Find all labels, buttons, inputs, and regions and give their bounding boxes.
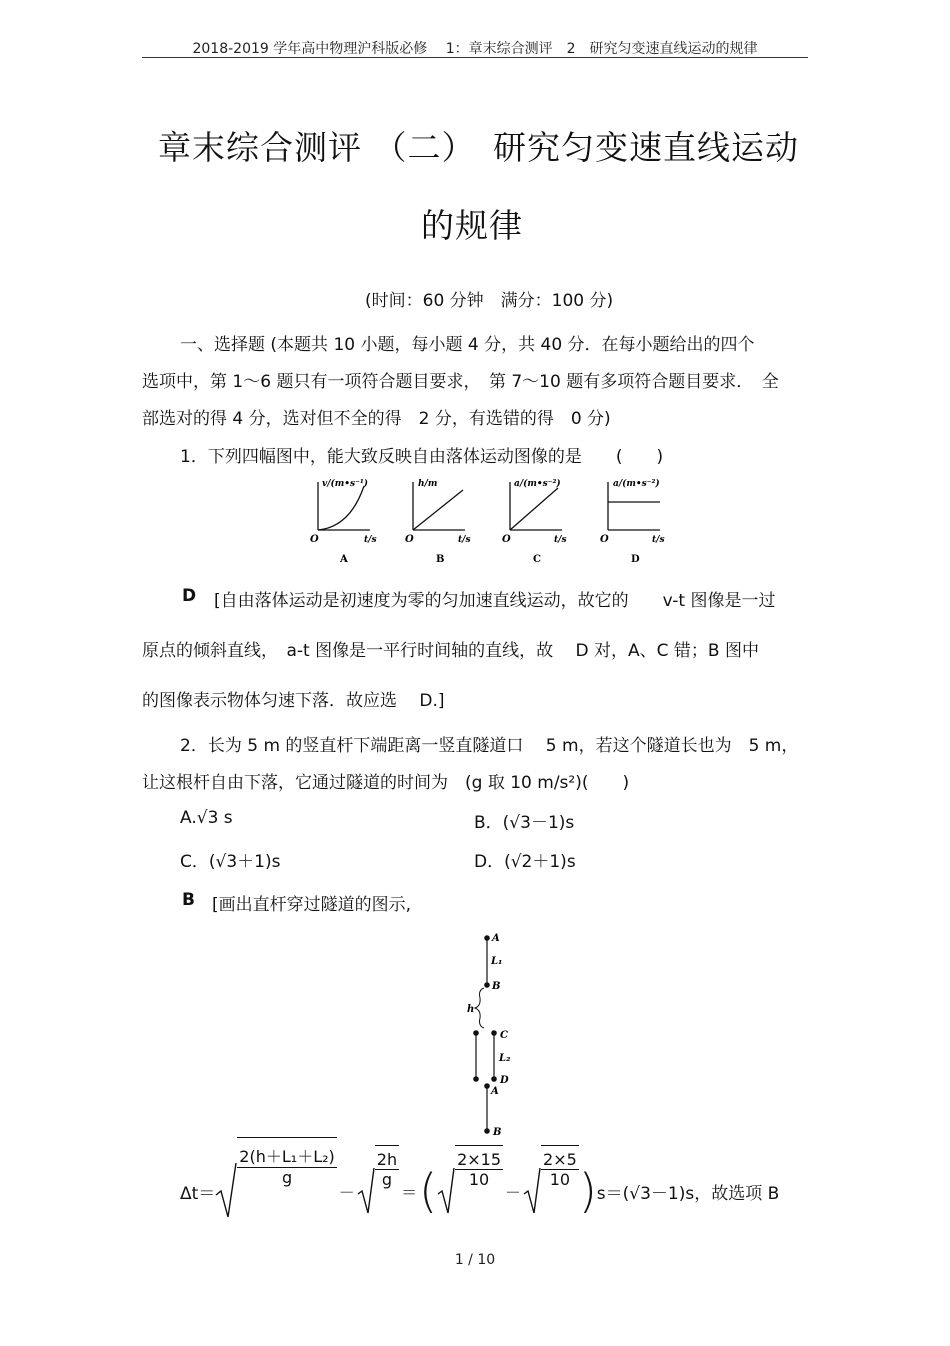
graph-a-ylabel: v/(m•s⁻¹)	[322, 479, 369, 489]
graph-c-xlabel: t/s	[554, 535, 567, 545]
section-intro-line2: 选项中，第 1～6 题只有一项符合题目要求， 第 7～10 题有多项符合题目要求． 全	[142, 372, 779, 392]
graph-b-line	[413, 490, 463, 530]
label-c: C	[500, 1030, 508, 1041]
sqrt-sign-3	[437, 1166, 455, 1216]
formula-minus-2: －	[505, 1182, 522, 1202]
formula-minus-1: －	[338, 1182, 355, 1202]
question-1-graphs	[300, 472, 680, 572]
graph-b-letter: B	[436, 554, 445, 565]
section-intro-line3: 部选对的得 4 分，选对但不全的得 2 分，有选错的得 0 分)	[142, 409, 611, 429]
fraction-4-den: 10	[549, 1170, 571, 1189]
graph-d-xlabel: t/s	[652, 535, 665, 545]
label-h: h	[467, 1004, 475, 1015]
graph-d	[600, 478, 665, 565]
label-b-top: B	[492, 981, 501, 992]
graph-a-xlabel: t/s	[364, 535, 377, 545]
graph-a-origin: O	[310, 534, 319, 545]
fraction-1-den: g	[281, 1168, 293, 1187]
question-2-option-b: B．(√3－1)s	[474, 813, 575, 833]
question-2-option-c: C．(√3＋1)s	[180, 852, 281, 872]
question-2-explain: [画出直杆穿过隧道的图示,	[212, 895, 412, 915]
right-paren: )	[578, 1164, 597, 1218]
fraction-3	[455, 1150, 503, 1189]
sqrt-sign-4	[523, 1166, 541, 1216]
question-2-stem-line1: 2．长为 5 m 的竖直杆下端距离一竖直隧道口 5 m，若这个隧道长也为 5 m，	[180, 736, 799, 756]
question-2-answer: B	[182, 890, 195, 910]
graph-a	[310, 478, 377, 565]
fraction-1	[237, 1144, 336, 1187]
fraction-4	[541, 1150, 579, 1189]
graph-c	[502, 478, 567, 565]
formula-line	[180, 1147, 780, 1224]
label-l1: L₁	[491, 956, 503, 967]
graph-b	[405, 479, 471, 565]
graph-d-origin: O	[600, 534, 609, 545]
header-rule	[142, 57, 808, 58]
graph-a-curve	[318, 486, 364, 530]
graph-d-ylabel: a/(m•s⁻²)	[613, 479, 660, 489]
question-2-option-d: D．(√2＋1)s	[474, 852, 576, 872]
label-a-top: A	[492, 933, 500, 944]
fraction-3-num: 2×15	[457, 1150, 502, 1169]
label-a-bottom: A	[491, 1086, 499, 1097]
graph-d-letter: D	[631, 554, 640, 565]
label-d: D	[500, 1075, 509, 1086]
fraction-2-den: g	[381, 1170, 393, 1189]
question-1-explain-line2: 原点的倾斜直线， a-t 图像是一平行时间轴的直线，故 D 对，A、C 错；B 图中	[142, 641, 759, 661]
graph-b-ylabel: h/m	[418, 479, 438, 489]
graph-c-letter: C	[533, 554, 541, 565]
graph-a-letter: A	[340, 554, 348, 565]
graph-c-line	[510, 488, 558, 530]
label-b-bottom: B	[493, 1127, 502, 1138]
question-1-explain-line3: 的图像表示物体匀速下落．故应选 D.]	[142, 691, 445, 711]
label-l2: L₂	[499, 1053, 511, 1064]
section-intro-line1: 一、选择题 (本题共 10 小题，每小题 4 分，共 40 分．在每小题给出的四个	[180, 335, 755, 355]
sqrt-sign-1	[215, 1161, 237, 1221]
question-1-answer: D	[182, 586, 197, 606]
formula-tail: s＝(√3－1)s，故选项 B	[596, 1183, 780, 1204]
question-1-explain-line1: [自由落体运动是初速度为零的匀加速直线运动，故它的 v-t 图像是一过	[214, 591, 776, 611]
fraction-2-num: 2h	[376, 1150, 398, 1169]
graph-c-ylabel: a/(m•s⁻²)	[514, 479, 561, 489]
h-brace	[475, 988, 484, 1028]
page-title-line2: 的规律	[421, 206, 523, 245]
fraction-4-num: 2×5	[543, 1150, 577, 1169]
page-number: 1 / 10	[454, 1252, 496, 1268]
left-paren: (	[419, 1164, 438, 1218]
sqrt-sign-2	[357, 1166, 375, 1216]
question-2-option-a: A.√3 s	[180, 808, 233, 828]
formula-equals: ＝	[401, 1182, 418, 1202]
page-title-line1: 章末综合测评 （二） 研究匀变速直线运动	[158, 128, 799, 167]
fraction-1-num: 2(h＋L₁＋L₂)	[237, 1144, 336, 1168]
question-1-stem: 1．下列四幅图中，能大致反映自由落体运动图像的是 ( )	[180, 447, 664, 467]
running-header: 2018-2019 学年高中物理沪科版必修 1：章末综合测评 2 研究匀变速直线运动的规律	[192, 41, 758, 57]
fraction-2	[375, 1150, 399, 1189]
fraction-3-den: 10	[468, 1170, 490, 1189]
exam-meta: (时间：60 分钟 满分：100 分)	[365, 291, 614, 311]
rod-tunnel-diagram	[460, 928, 530, 1143]
graph-b-origin: O	[405, 534, 414, 545]
question-2-stem-line2: 让这根杆自由下落，它通过隧道的时间为 (g 取 10 m/s²)( )	[142, 773, 630, 793]
formula-lhs: Δt＝	[180, 1183, 216, 1204]
graph-b-xlabel: t/s	[458, 535, 471, 545]
graph-c-origin: O	[502, 534, 511, 545]
